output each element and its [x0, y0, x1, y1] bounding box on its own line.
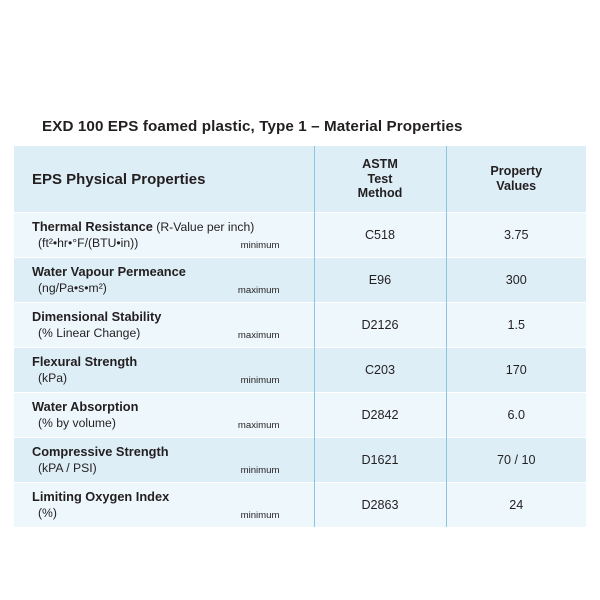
- column-header-property-values-line2: Values: [496, 179, 537, 193]
- material-properties-table: [14, 146, 586, 527]
- property-units: (% Linear Change): [38, 325, 141, 340]
- property-name: Flexural Strength: [32, 354, 138, 370]
- property-units: (ng/Pa•s•m²): [38, 280, 107, 295]
- property-name-cell: [14, 483, 314, 528]
- property-name: Water Vapour Permeance: [32, 264, 186, 280]
- test-method-cell: D2842: [314, 393, 446, 438]
- table-row: [14, 258, 586, 303]
- column-header-property-values: [446, 146, 586, 213]
- column-header-property-values-line1: Property: [490, 164, 543, 179]
- property-value-cell: 24: [446, 483, 586, 528]
- property-qualifier: maximum: [237, 330, 280, 341]
- property-units: (ft²•hr•°F/(BTU•in)): [38, 235, 139, 250]
- property-value-cell: 70 / 10: [446, 438, 586, 483]
- property-name: Compressive Strength: [32, 444, 169, 460]
- column-header-test-method-line1: ASTM: [362, 156, 398, 171]
- test-method-cell: C203: [314, 348, 446, 393]
- property-name-cell: [14, 348, 314, 393]
- property-name-cell: [14, 438, 314, 483]
- material-properties-table-container: [14, 146, 586, 527]
- property-units: (%): [38, 505, 57, 520]
- column-header-properties: EPS Physical Properties: [14, 146, 314, 213]
- property-value-cell: 300: [446, 258, 586, 303]
- table-header: [14, 146, 586, 213]
- column-header-test-method-line3: Method: [357, 186, 403, 201]
- table-header-row: [14, 146, 586, 213]
- test-method-cell: D2863: [314, 483, 446, 528]
- property-name: Dimensional Stability: [32, 309, 162, 325]
- property-name-cell: [14, 213, 314, 258]
- property-value-cell: 6.0: [446, 393, 586, 438]
- property-units: (kPA / PSI): [38, 460, 97, 475]
- table-row: [14, 348, 586, 393]
- column-header-test-method-line2: Test: [367, 171, 393, 186]
- property-qualifier: minimum: [240, 510, 280, 521]
- property-qualifier: minimum: [240, 465, 280, 476]
- property-name: Limiting Oxygen Index: [32, 489, 170, 505]
- table-row: [14, 213, 586, 258]
- property-value-cell: 1.5: [446, 303, 586, 348]
- table-row: [14, 438, 586, 483]
- property-name: Thermal Resistance (R-Value per inch): [32, 219, 255, 235]
- property-units: (kPa): [38, 370, 68, 385]
- property-qualifier: minimum: [240, 240, 280, 251]
- property-value-cell: 170: [446, 348, 586, 393]
- table-row: [14, 483, 586, 528]
- test-method-cell: D2126: [314, 303, 446, 348]
- property-name-cell: [14, 303, 314, 348]
- property-units: (% by volume): [38, 415, 116, 430]
- table-row: [14, 393, 586, 438]
- test-method-cell: C518: [314, 213, 446, 258]
- page-title: EXD 100 EPS foamed plastic, Type 1 – Material Properties: [42, 118, 463, 135]
- property-qualifier: maximum: [237, 285, 280, 296]
- property-name-cell: [14, 393, 314, 438]
- column-header-test-method: [314, 146, 446, 213]
- property-qualifier: minimum: [240, 375, 280, 386]
- property-name-cell: [14, 258, 314, 303]
- table-row: [14, 303, 586, 348]
- test-method-cell: D1621: [314, 438, 446, 483]
- property-qualifier: maximum: [237, 420, 280, 431]
- property-name: Water Absorption: [32, 399, 139, 415]
- table-body: [14, 213, 586, 528]
- property-value-cell: 3.75: [446, 213, 586, 258]
- test-method-cell: E96: [314, 258, 446, 303]
